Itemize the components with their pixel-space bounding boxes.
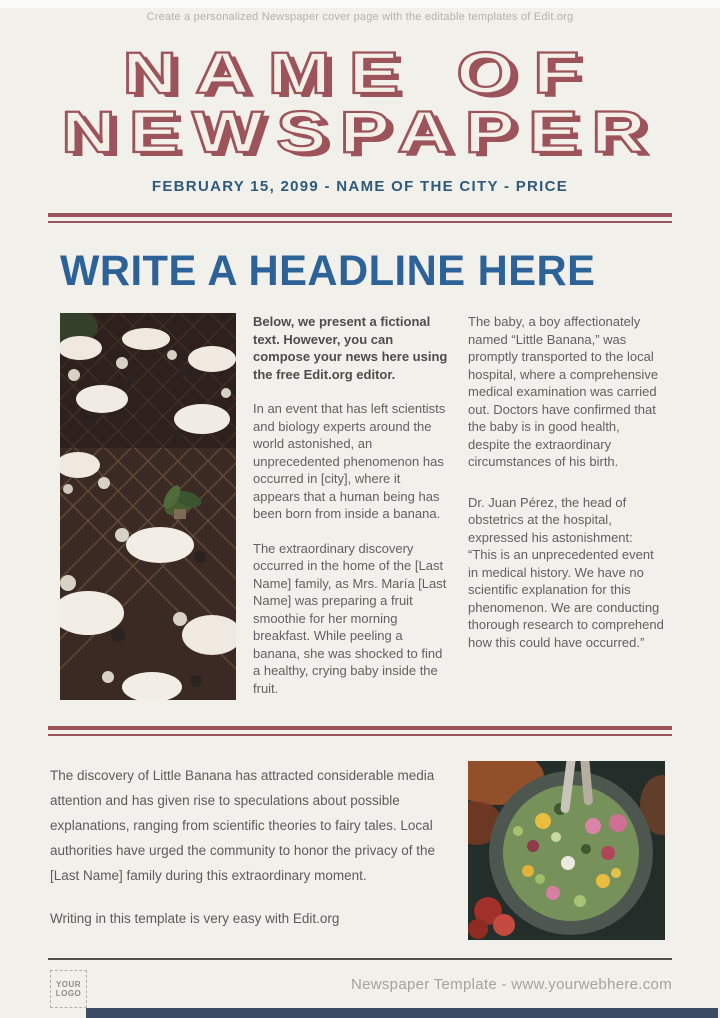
double-rule-top xyxy=(48,213,672,223)
restaurant-overhead-photo xyxy=(60,313,236,700)
salad-bowl-photo xyxy=(468,761,665,940)
footer-credit: Newspaper Template - www.yourwebhere.com xyxy=(350,976,672,993)
logo-text-line2: LOGO xyxy=(55,989,82,998)
article-paragraph: Dr. Juan Pérez, the head of obstetrics at the hospital, expressed his astonishment: “This is an unprecedented event in medical history. We have no scientific explanation for this phenomenon. We are conducting thorough research to comprehend how this could have occurred.” xyxy=(468,494,664,650)
article-paragraph: The baby, a boy affectionately named “Little Banana,” was promptly transported to the local hospital, where a comprehensive medical examination was carried out. Doctors have confirmed that the baby is in good health, despite the extraordinary circumstances of his birth. xyxy=(468,314,659,469)
masthead-title xyxy=(0,41,720,165)
rule-thick xyxy=(48,213,672,217)
rule-thick xyxy=(48,726,672,730)
logo-placeholder xyxy=(50,970,87,1008)
article-column-right xyxy=(468,313,665,668)
article-paragraph: In an event that has left scientists and biology experts around the world astonished, an unprecedented phenomenon has occurred in [city], where it appears that a human being has been born from inside a banana. xyxy=(253,401,446,521)
masthead-line-1: NAME OF xyxy=(122,41,598,106)
article-paragraph: The extraordinary discovery occurred in the home of the [Last Name] family, as Mrs. María [Last Name] was preparing a fruit smoothie for her morning breakfast. While peeling a banana, she was shocked to find a healthy, crying baby inside the fruit. xyxy=(253,540,447,696)
rule-thin xyxy=(48,734,672,736)
article-column-middle xyxy=(253,313,449,714)
masthead-line-2: NEWSPAPER xyxy=(61,100,659,165)
top-caption: Create a personalized Newspaper cover page with the editable templates of Edit.org xyxy=(146,11,574,23)
dateline: FEBRUARY 15, 2099 - NAME OF THE CITY - PRICE xyxy=(151,178,569,195)
top-strip xyxy=(0,0,720,8)
bottom-paragraph: The discovery of Little Banana has attracted considerable media attention and has given rise to speculations about possible explanations, ranging from scientific theories to fairy tales. Local authorities have urged the community to honor the privacy of the [Last Name] family during this extraordinary moment. xyxy=(50,768,435,883)
rule-thin xyxy=(48,221,672,223)
bottom-tagline: Writing in this template is very easy with Edit.org xyxy=(50,911,340,926)
article-paragraph: Below, we present a fictional text. However, you can compose your news here using the free Edit.org editor. xyxy=(253,314,448,382)
double-rule-middle xyxy=(48,726,672,736)
footer-rule xyxy=(48,958,672,960)
logo-text-line1: YOUR xyxy=(55,979,82,989)
headline: WRITE A HEADLINE HERE xyxy=(60,247,596,295)
footer-accent-bar xyxy=(86,1008,718,1018)
bottom-article xyxy=(50,763,462,931)
